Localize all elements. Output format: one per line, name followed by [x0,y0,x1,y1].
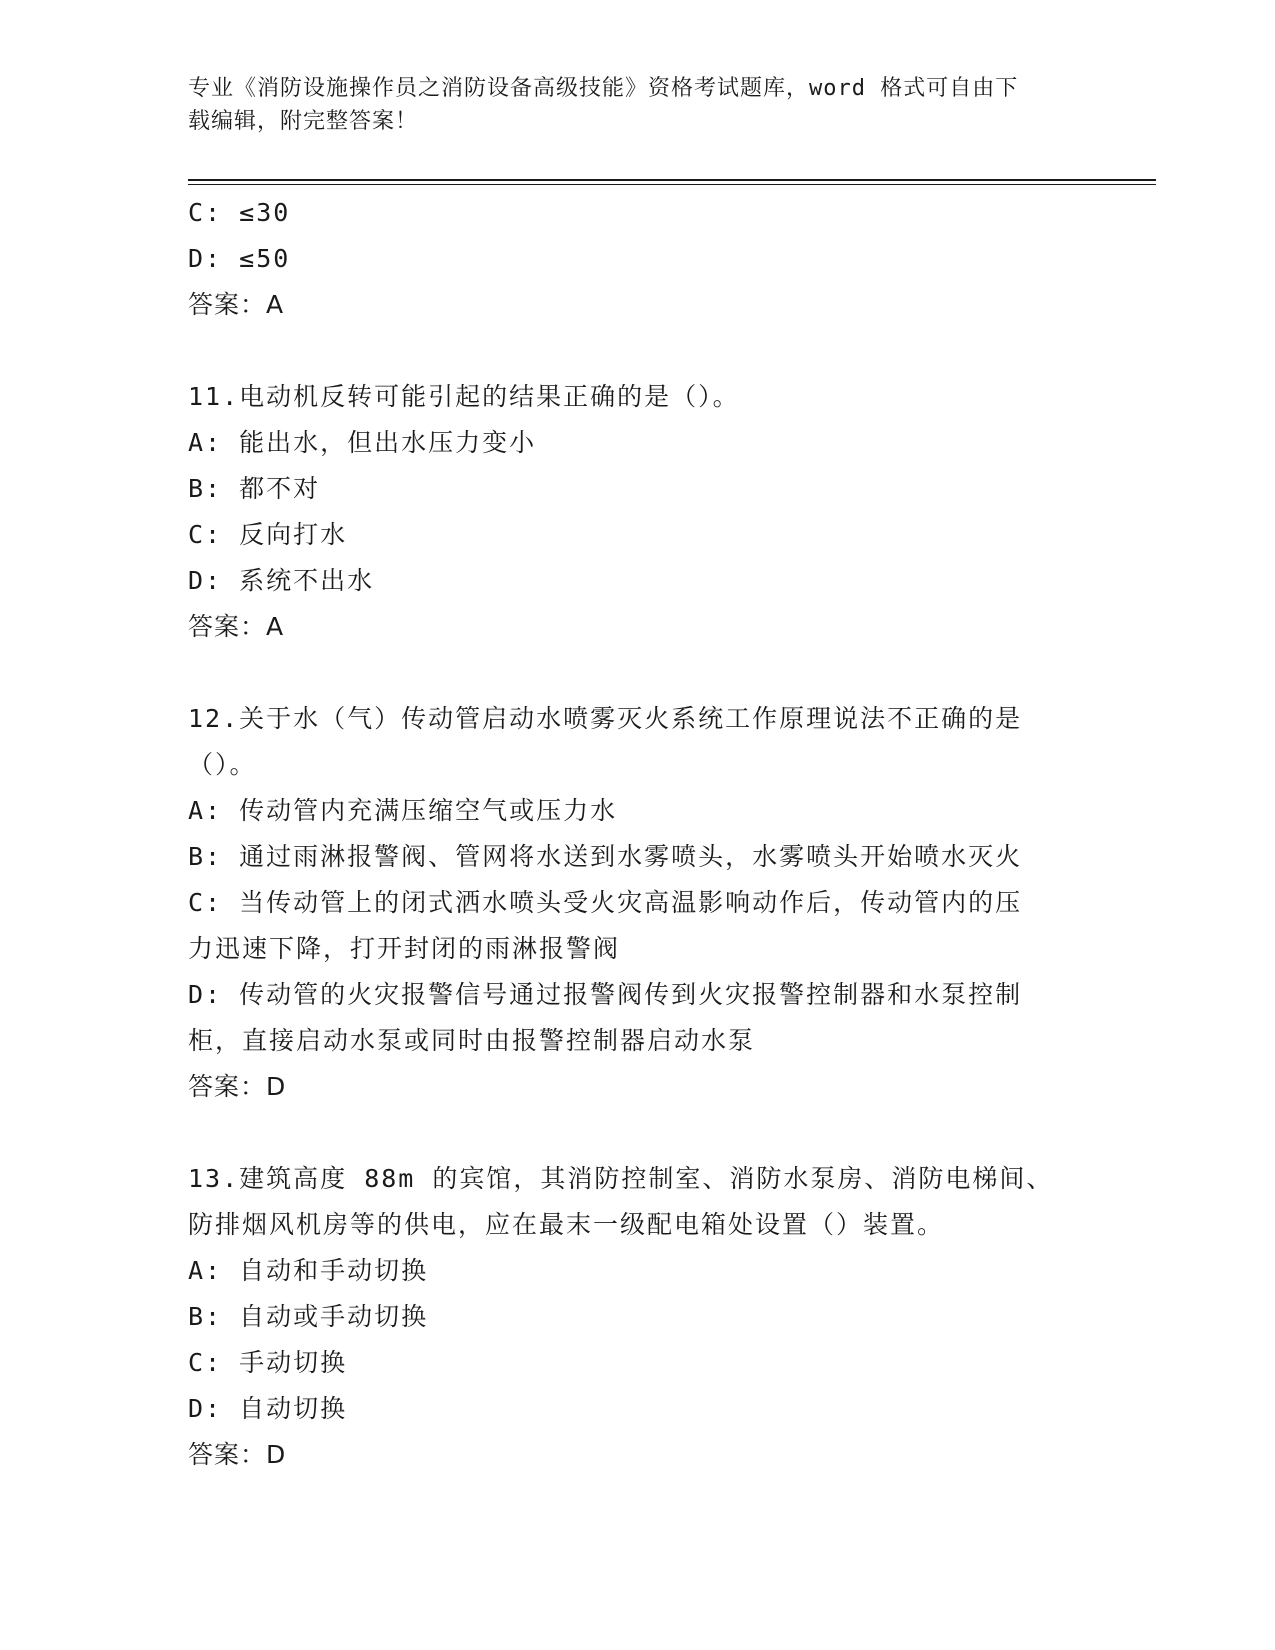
option-b: B: 自动或手动切换 [188,1302,429,1331]
option-d-line-2: 柜，直接启动水泵或同时由报警控制器启动水泵 [188,1026,756,1055]
option-d: D: ≤50 [188,244,291,273]
option-d: D: 系统不出水 [188,566,375,595]
header-line-1: 专业《消防设施操作员之消防设备高级技能》资格考试题库，word 格式可自由下 [188,76,1019,101]
question-stem-line-1: 12.关于水（气）传动管启动水喷雾灭火系统工作原理说法不正确的是 [188,704,1023,733]
question-stem-line-1: 13.建筑高度 88m 的宾馆，其消防控制室、消防水泵房、消防电梯间、 [188,1164,1054,1193]
spacer [188,1110,1088,1156]
question-10-tail [188,190,1088,328]
document-header [188,72,1088,138]
question-stem-line-2: （）。 [188,750,257,779]
answer-label: 答案：D [188,1072,287,1101]
option-a: A: 自动和手动切换 [188,1256,429,1285]
answer-label: 答案：A [188,612,285,641]
question-stem-line-2: 防排烟风机房等的供电，应在最末一级配电箱处设置（）装置。 [188,1210,945,1239]
option-d-line-1: D: 传动管的火灾报警信号通过报警阀传到火灾报警控制器和水泵控制 [188,980,1023,1009]
question-list [188,190,1088,1478]
question-stem: 11.电动机反转可能引起的结果正确的是（）。 [188,382,740,411]
spacer [188,328,1088,374]
option-c: C: ≤30 [188,198,291,227]
option-c-line-1: C: 当传动管上的闭式洒水喷头受火灾高温影响动作后，传动管内的压 [188,888,1023,917]
question-12 [188,696,1088,1110]
answer-label: 答案：D [188,1440,287,1469]
option-d: D: 自动切换 [188,1394,348,1423]
option-c: C: 反向打水 [188,520,348,549]
option-a: A: 能出水，但出水压力变小 [188,428,537,457]
header-divider-thin [188,184,1156,185]
answer-label: 答案：A [188,290,285,319]
option-c: C: 手动切换 [188,1348,348,1377]
spacer [188,650,1088,696]
option-b: B: 都不对 [188,474,321,503]
question-11 [188,374,1088,650]
question-13 [188,1156,1088,1478]
header-line-2: 载编辑，附完整答案！ [188,109,419,134]
option-a: A: 传动管内充满压缩空气或压力水 [188,796,618,825]
header-divider-thick [188,179,1156,181]
option-c-line-2: 力迅速下降，打开封闭的雨淋报警阀 [188,934,621,963]
option-b: B: 通过雨淋报警阀、管网将水送到水雾喷头，水雾喷头开始喷水灭火 [188,842,1023,871]
